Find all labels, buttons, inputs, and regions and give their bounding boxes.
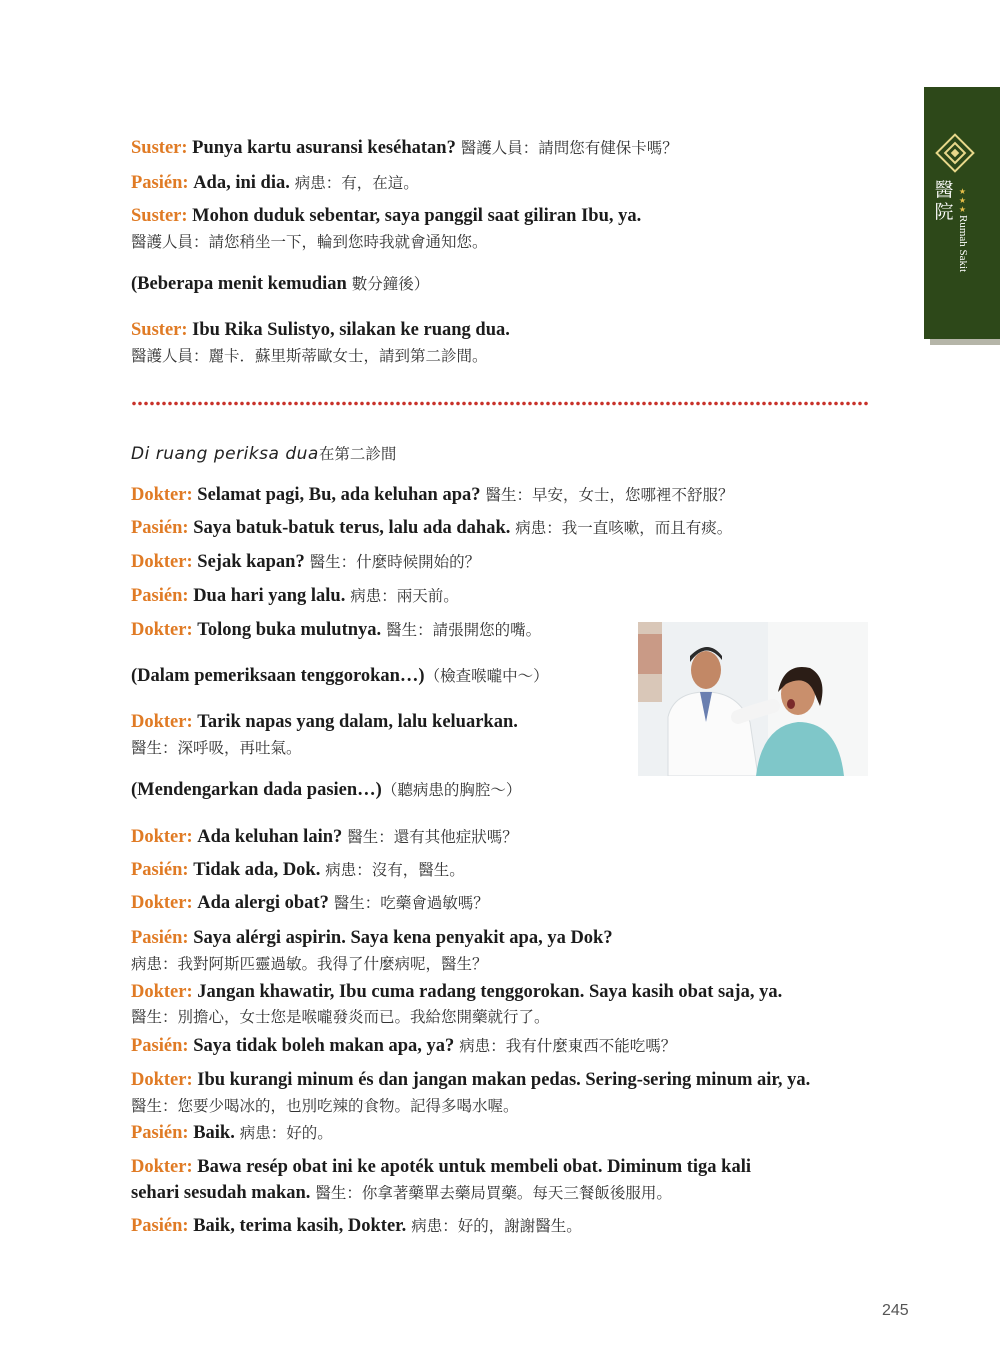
indonesian-text: Jangan khawatir, Ibu cuma radang tenggorokan. Saya kasih obat saja, ya.	[197, 982, 783, 1002]
dialogue-line	[131, 858, 465, 882]
scene-heading-zh: 在第二診間	[318, 445, 397, 463]
diamond-emblem-icon	[935, 133, 975, 173]
chinese-text: 數分鐘後）	[346, 275, 430, 293]
dialogue-line	[131, 1068, 810, 1092]
dialogue-line	[131, 618, 541, 642]
dialogue-line	[131, 516, 732, 540]
indonesian-text: Bawa resép obat ini ke apoték untuk membeli obat. Diminum tiga kali	[197, 1157, 751, 1177]
indonesian-text: (Mendengarkan dada pasien…)	[131, 780, 382, 800]
chinese-text: 醫生：吃藥會過敏嗎？	[328, 894, 489, 912]
dialogue-line	[131, 550, 480, 574]
dialogue-line	[131, 584, 459, 608]
chinese-text: 醫生：早安，女士，您哪裡不舒服？	[480, 486, 734, 504]
translation-line: 醫生：別擔心，女士您是喉嚨發炎而已。我給您開藥就行了。	[131, 1008, 550, 1026]
speaker-label: Dokter:	[131, 982, 193, 1002]
speaker-label: Dokter:	[131, 485, 193, 505]
translation-line: 醫生：深呼吸，再吐氣。	[131, 739, 302, 757]
indonesian-text: Punya kartu asuransi keséhatan?	[192, 138, 456, 158]
speaker-label: Pasién:	[131, 1036, 189, 1056]
difficulty-stars: ★★★	[958, 187, 967, 214]
speaker-label: Pasién:	[131, 173, 189, 193]
indonesian-text: Tidak ada, Dok.	[193, 860, 321, 880]
indonesian-text: (Dalam pemeriksaan tenggorokan…)	[131, 666, 425, 686]
chinese-text: 病患：好的，謝謝醫生。	[406, 1217, 582, 1235]
translation-line: 醫生：您要少喝冰的，也別吃辣的食物。記得多喝水喔。	[131, 1097, 519, 1115]
dialogue-line	[131, 891, 489, 915]
indonesian-text: Saya tidak boleh makan apa, ya?	[193, 1036, 455, 1056]
speaker-label: Pasién:	[131, 518, 189, 538]
chinese-text: 病患：我有什麼東西不能吃嗎？	[454, 1037, 677, 1055]
indonesian-text: (Beberapa menit kemudian	[131, 274, 347, 294]
chinese-text: 病患：沒有，醫生。	[320, 861, 465, 879]
chinese-text: 醫生：什麼時候開始的？	[304, 553, 481, 571]
scene-heading-id: Di ruang periksa dua	[131, 444, 319, 464]
dialogue-line	[131, 136, 678, 160]
stage-direction	[131, 778, 521, 802]
speaker-label: Suster:	[131, 320, 188, 340]
translation-line: 醫護人員：請您稍坐一下，輪到您時我就會通知您。	[131, 233, 488, 251]
chinese-text: 醫生：你拿著藥單去藥局買藥。每天三餐飯後服用。	[310, 1184, 672, 1202]
indonesian-text: Selamat pagi, Bu, ada keluhan apa?	[197, 485, 481, 505]
chinese-text: 醫生：還有其他症狀嗎？	[342, 828, 518, 846]
speaker-label: Pasién:	[131, 1123, 189, 1143]
chinese-text: （聽病患的胸腔～）	[381, 781, 522, 799]
dialogue-line-continued	[131, 1181, 672, 1205]
indonesian-text: Ada alergi obat?	[197, 893, 329, 913]
scene-heading	[131, 442, 396, 466]
indonesian-text: Mohon duduk sebentar, saya panggil saat giliran Ibu, ya.	[192, 206, 642, 226]
chinese-text: 醫生：請張開您的嘴。	[381, 621, 542, 639]
dialogue-line	[131, 1034, 676, 1058]
speaker-label: Dokter:	[131, 1157, 193, 1177]
chapter-title-id: Rumah Sakit	[957, 215, 969, 273]
indonesian-text: Sejak kapan?	[197, 552, 305, 572]
speaker-label: Suster:	[131, 206, 188, 226]
indonesian-text: Ibu Rika Sulistyo, silakan ke ruang dua.	[192, 320, 510, 340]
stage-direction	[131, 272, 429, 296]
dialogue-line	[131, 204, 641, 228]
chinese-text: （檢查喉嚨中～）	[424, 667, 549, 685]
indonesian-text: Baik, terima kasih, Dokter.	[193, 1216, 407, 1236]
dialogue-line	[131, 171, 419, 195]
indonesian-text: Baik.	[193, 1123, 235, 1143]
indonesian-text: sehari sesudah makan.	[131, 1183, 311, 1203]
dialogue-line	[131, 926, 613, 950]
speaker-label: Dokter:	[131, 1070, 193, 1090]
dialogue-line	[131, 1214, 582, 1238]
indonesian-text: Saya batuk-batuk terus, lalu ada dahak.	[193, 518, 511, 538]
translation-line: 醫護人員：麗卡．蘇里斯蒂歐女士，請到第二診間。	[131, 347, 488, 365]
chinese-text: 病患：兩天前。	[345, 587, 459, 605]
indonesian-text: Ada keluhan lain?	[197, 827, 343, 847]
indonesian-text: Tolong buka mulutnya.	[197, 620, 382, 640]
translation-line: 病患：我對阿斯匹靈過敏。我得了什麼病呢，醫生？	[131, 955, 488, 973]
indonesian-text: Ada, ini dia.	[193, 173, 290, 193]
dialogue-line	[131, 318, 510, 342]
chinese-text: 病患：我一直咳嗽，而且有痰。	[510, 519, 733, 537]
indonesian-text: Dua hari yang lalu.	[193, 586, 346, 606]
dialogue-line	[131, 710, 518, 734]
chinese-text: 病患：有，在這。	[289, 174, 419, 192]
dialogue-line	[131, 825, 518, 849]
section-divider	[131, 401, 869, 406]
speaker-label: Pasién:	[131, 860, 189, 880]
speaker-label: Dokter:	[131, 893, 193, 913]
speaker-label: Dokter:	[131, 552, 193, 572]
chapter-tab	[924, 87, 1000, 339]
chinese-text: 病患：好的。	[234, 1124, 333, 1142]
indonesian-text: Saya alérgi aspirin. Saya kena penyakit apa, ya Dok?	[193, 928, 613, 948]
indonesian-text: Ibu kurangi minum és dan jangan makan pedas. Sering-sering minum air, ya.	[197, 1070, 811, 1090]
speaker-label: Pasién:	[131, 928, 189, 948]
speaker-label: Dokter:	[131, 712, 193, 732]
stage-direction	[131, 664, 549, 688]
chapter-title-zh: 醫院	[934, 179, 954, 223]
dialogue-line	[131, 980, 782, 1004]
dialogue-line	[131, 1155, 751, 1179]
speaker-label: Pasién:	[131, 586, 189, 606]
page-number: 245	[882, 1302, 909, 1319]
doctor-patient-photo	[638, 622, 868, 776]
speaker-label: Pasién:	[131, 1216, 189, 1236]
speaker-label: Suster:	[131, 138, 188, 158]
dialogue-line	[131, 1121, 333, 1145]
indonesian-text: Tarik napas yang dalam, lalu keluarkan.	[197, 712, 518, 732]
dialogue-line	[131, 483, 733, 507]
chinese-text: 醫護人員：請問您有健保卡嗎？	[455, 139, 678, 157]
speaker-label: Dokter:	[131, 827, 193, 847]
speaker-label: Dokter:	[131, 620, 193, 640]
